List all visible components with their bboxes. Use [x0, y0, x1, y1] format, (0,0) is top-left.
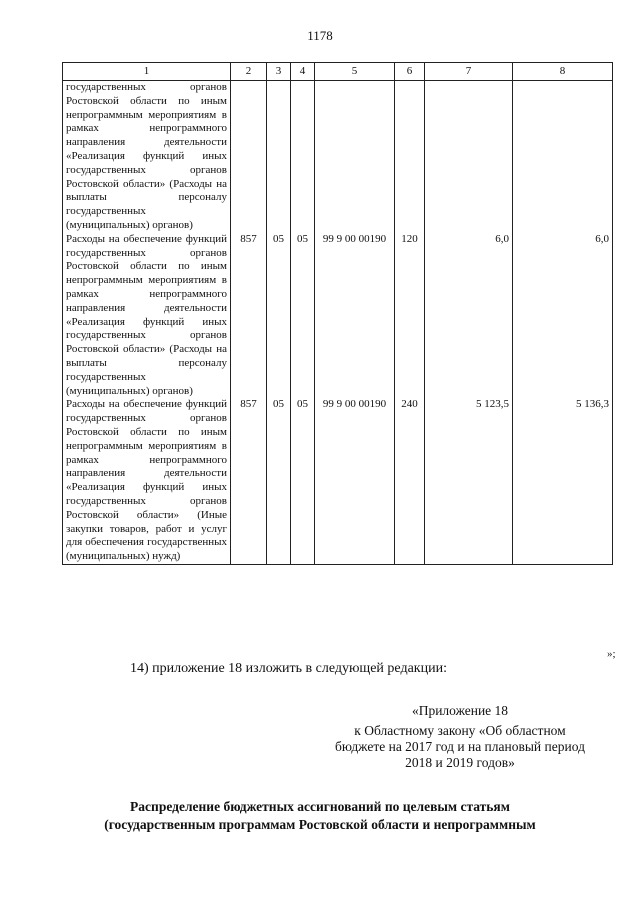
amendment-clause: 14) приложение 18 изложить в следующей редакции:: [130, 661, 447, 676]
cell-section: [267, 81, 291, 233]
column-header: 4: [291, 63, 315, 81]
table-row: [63, 398, 613, 564]
cell-amount-2019: 5 136,3: [513, 398, 613, 564]
cell-amount-2019: [513, 81, 613, 233]
column-header: 6: [395, 63, 425, 81]
cell-subsection: [291, 81, 315, 233]
cell-expense-type: 240: [395, 398, 425, 564]
heading-line-1: Распределение бюджетных ассигнований по целевым статьям: [130, 799, 510, 814]
closing-quote-mark: »;: [607, 648, 616, 660]
cell-admin: 857: [231, 233, 267, 399]
cell-amount-2019: 6,0: [513, 233, 613, 399]
row-description: государственных органов Ростовской области по иным непрограммным мероприятиям в рамках непрограммного направления деятельности «Реализация функций иных государственных органов Ростовской области» (Расходы на выплаты персоналу государственных (муниципальных) органов): [63, 81, 231, 233]
column-header: 3: [267, 63, 291, 81]
cell-expense-type: 120: [395, 233, 425, 399]
row-description: Расходы на обеспечение функций государственных органов Ростовской области по иным непрограммным мероприятиям в рамках непрограммного направления деятельности «Реализация функций иных государственных органов Ростовской области» (Иные закупки товаров, работ и услуг для обеспечения государственных (муниципальных) нужд): [63, 398, 231, 564]
cell-target: 99 9 00 00190: [315, 233, 395, 399]
table-row: [63, 233, 613, 399]
cell-subsection: 05: [291, 398, 315, 564]
column-header: 5: [315, 63, 395, 81]
cell-expense-type: [395, 81, 425, 233]
table-row: [63, 81, 613, 233]
row-description: Расходы на обеспечение функций государственных органов Ростовской области по иным непрограммным мероприятиям в рамках непрограммного направления деятельности «Реализация функций иных государственных органов Ростовской области» (Расходы на выплаты персоналу государственных (муниципальных) органов): [63, 233, 231, 399]
cell-target: [315, 81, 395, 233]
column-header: 7: [425, 63, 513, 81]
column-header: 2: [231, 63, 267, 81]
cell-amount-2018: [425, 81, 513, 233]
heading-line-2: (государственным программам Ростовской области и непрограммным: [104, 817, 536, 832]
appendix-title: «Приложение 18: [411, 703, 509, 718]
section-heading: [0, 798, 640, 834]
cell-target: 99 9 00 00190: [315, 398, 395, 564]
cell-admin: 857: [231, 398, 267, 564]
page-number: 1178: [307, 28, 333, 43]
table-header-row: [63, 63, 613, 81]
column-header: 1: [63, 63, 231, 81]
cell-section: 05: [267, 398, 291, 564]
column-header: 8: [513, 63, 613, 81]
budget-table: [62, 62, 613, 565]
cell-admin: [231, 81, 267, 233]
appendix-block: [330, 703, 590, 771]
cell-amount-2018: 6,0: [425, 233, 513, 399]
cell-subsection: 05: [291, 233, 315, 399]
appendix-reference: к Областному закону «Об областном бюджете на 2017 год и на плановый период 2018 и 2019 годов»: [335, 723, 585, 770]
cell-amount-2018: 5 123,5: [425, 398, 513, 564]
cell-section: 05: [267, 233, 291, 399]
